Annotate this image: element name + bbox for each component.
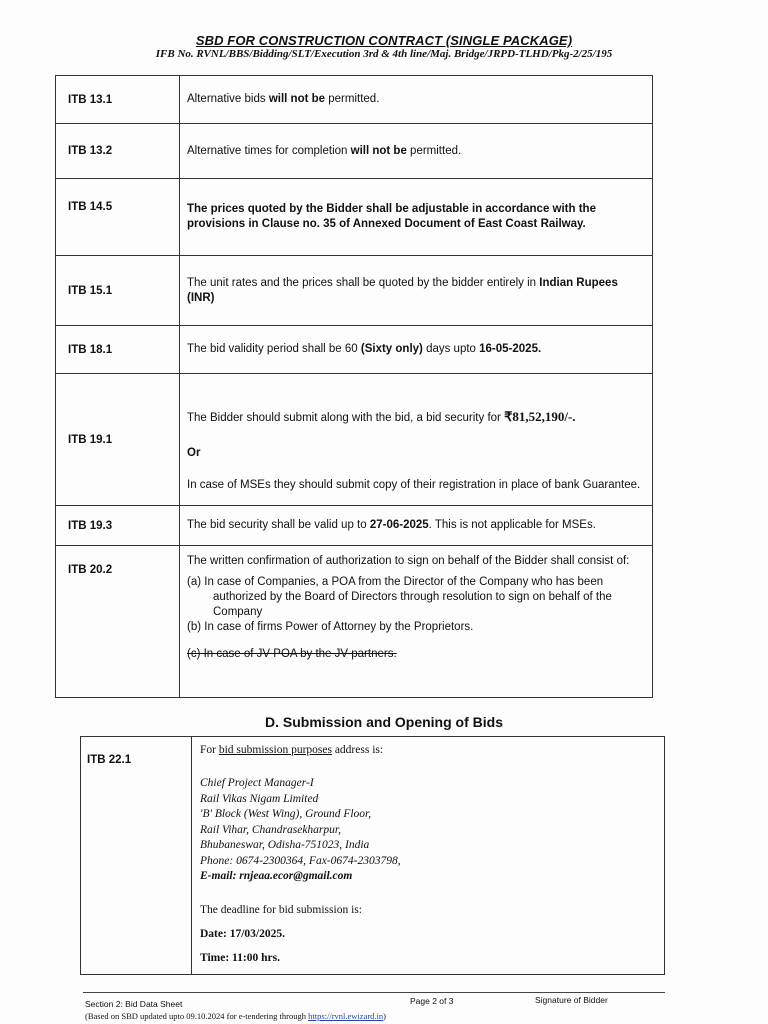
text-emphasis: (Sixty only) bbox=[360, 343, 423, 355]
section-heading: D. Submission and Opening of Bids bbox=[264, 714, 503, 730]
ifb-number: IFB No. RVNL/BBS/Bidding/SLT/Execution 3rd & 4th line/Maj. Bridge/JRPD-TLHD/Pkg-2/25/195 bbox=[155, 48, 613, 60]
text-part: The bid security shall be valid up to bbox=[187, 519, 370, 531]
footer-divider bbox=[83, 992, 665, 993]
text-emphasis: will not be bbox=[350, 144, 407, 157]
text-part: Alternative times for completion bbox=[187, 144, 351, 157]
submission-table bbox=[80, 736, 665, 975]
footer-page-number: Page 2 of 3 bbox=[410, 996, 454, 1006]
clause-code: ITB 14.5 bbox=[56, 179, 180, 256]
clause-text bbox=[180, 546, 653, 698]
clause-code: ITB 19.3 bbox=[56, 506, 180, 546]
clause-code: ITB 20.2 bbox=[56, 546, 180, 698]
text-part: ) bbox=[383, 1011, 387, 1021]
address-line: Rail Vihar, Chandrasekharpur, bbox=[200, 823, 341, 836]
list-item: (a) In case of Companies, a POA from the Director of the Company who has been authorized by the Board of Directors through resolution to sign on behalf of the Company bbox=[187, 576, 612, 618]
document-title: SBD FOR CONSTRUCTION CONTRACT (SINGLE PACKAGE) bbox=[195, 33, 573, 48]
email-label: E-mail: bbox=[200, 870, 240, 882]
table-row bbox=[56, 326, 653, 374]
footer-based-note bbox=[85, 1011, 386, 1021]
email-address: rnjeaa.ecor@gmail.com bbox=[239, 870, 353, 882]
deadline-label: The deadline for bid submission is: bbox=[200, 903, 362, 916]
text-part: For bbox=[200, 744, 219, 756]
text-part: (Based on SBD updated upto 09.10.2024 for e-tendering through bbox=[85, 1011, 309, 1021]
text-part: days upto bbox=[422, 343, 480, 355]
clause-code: ITB 19.1 bbox=[56, 374, 180, 506]
text-part: . This is not applicable for MSEs. bbox=[428, 519, 596, 531]
address-line: Bhubaneswar, Odisha-751023, India bbox=[200, 839, 370, 851]
list-item: (c) In case of JV POA by the JV partners. bbox=[187, 648, 397, 660]
clause-text bbox=[180, 374, 653, 506]
footer-signature: Signature of Bidder bbox=[535, 995, 608, 1005]
bid-security-amount: ₹81,52,190/-. bbox=[504, 408, 576, 424]
clause-code: ITB 15.1 bbox=[56, 256, 180, 326]
clause-line bbox=[187, 409, 646, 426]
clause-code: ITB 18.1 bbox=[56, 326, 180, 374]
text-emphasis: will not be bbox=[268, 93, 326, 105]
table-row bbox=[56, 256, 653, 326]
text-emphasis: 27-06-2025 bbox=[369, 519, 429, 531]
text-part: permitted. bbox=[325, 93, 380, 105]
clause-text bbox=[180, 506, 653, 546]
text-part: The Bidder should submit along with the bid, a bid security for bbox=[187, 411, 505, 424]
text-part: The unit rates and the prices shall be quoted by the bidder entirely in bbox=[187, 276, 540, 289]
clause-text bbox=[192, 737, 665, 975]
clause-text bbox=[180, 256, 653, 326]
text-emphasis: Indian Rupees (INR) bbox=[187, 276, 618, 304]
clause-text: The prices quoted by the Bidder shall be adjustable in accordance with the provisions in Clause no. 35 of Annexed Document of East Coast Railway. bbox=[180, 179, 653, 256]
table-row bbox=[81, 737, 665, 975]
table-row bbox=[56, 374, 653, 506]
clause-line: The written confirmation of authorization to sign on behalf of the Bidder shall consist of: bbox=[187, 555, 630, 567]
clause-line bbox=[200, 743, 659, 758]
table-row bbox=[56, 546, 653, 698]
clause-code: ITB 13.1 bbox=[56, 76, 180, 124]
table-row bbox=[56, 76, 653, 124]
clause-text bbox=[180, 76, 653, 124]
text-emphasis: 16-05-2025. bbox=[479, 343, 542, 355]
clause-list bbox=[187, 575, 646, 662]
address-line: Rail Vikas Nigam Limited bbox=[200, 792, 319, 805]
address-block bbox=[200, 776, 659, 885]
table-row bbox=[56, 179, 653, 256]
clause-line: In case of MSEs they should submit copy of their registration in place of bank Guarantee. bbox=[187, 478, 641, 491]
table-row bbox=[56, 506, 653, 546]
text-part: Alternative bids bbox=[187, 93, 269, 105]
text-part: The bid validity period shall be 60 bbox=[187, 343, 361, 355]
text-underlined: bid submission purposes bbox=[218, 744, 332, 756]
text-part: permitted. bbox=[406, 144, 462, 157]
deadline-date: Date: 17/03/2025. bbox=[200, 927, 285, 940]
email-line bbox=[200, 869, 659, 885]
clause-text bbox=[180, 124, 653, 179]
list-item: (b) In case of firms Power of Attorney by the Proprietors. bbox=[187, 621, 474, 633]
footer-link[interactable]: https://rvnl.ewizard.in bbox=[308, 1011, 384, 1021]
clause-code: ITB 13.2 bbox=[56, 124, 180, 179]
table-row bbox=[56, 124, 653, 179]
address-line: Phone: 0674-2300364, Fax-0674-2303798, bbox=[200, 854, 401, 867]
address-line: 'B' Block (West Wing), Ground Floor, bbox=[200, 808, 372, 820]
clause-or: Or bbox=[187, 446, 201, 459]
text-part: address is: bbox=[331, 744, 384, 756]
footer-section: Section 2: Bid Data Sheet bbox=[85, 999, 183, 1009]
bid-data-table bbox=[55, 75, 653, 698]
clause-code: ITB 22.1 bbox=[81, 737, 192, 975]
address-line: Chief Project Manager-I bbox=[200, 777, 314, 789]
deadline-time: Time: 11:00 hrs. bbox=[200, 951, 280, 964]
clause-text bbox=[180, 326, 653, 374]
